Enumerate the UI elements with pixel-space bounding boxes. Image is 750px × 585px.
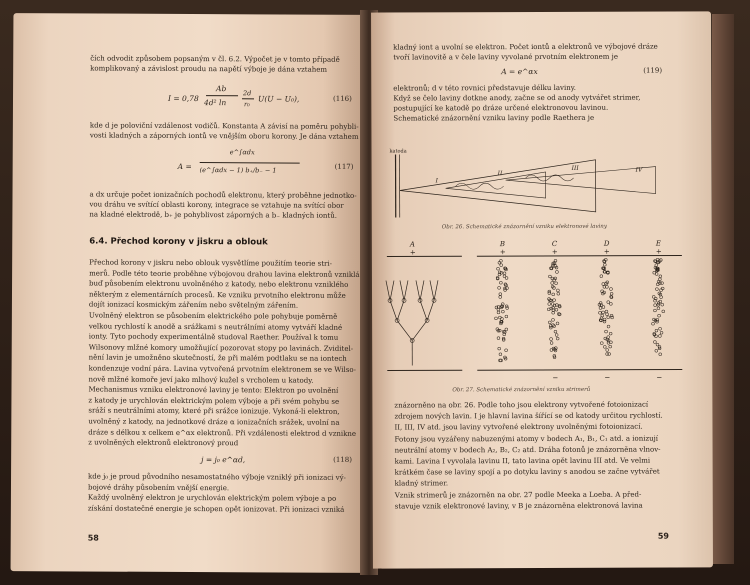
text-line: Každý uvolněný elektron je urychlován elektrickým polem výboje a po bbox=[87, 493, 337, 503]
ion-dot bbox=[506, 307, 509, 310]
avalanche-branch bbox=[412, 320, 427, 340]
equation-118: j = j₀ e^αd, bbox=[201, 455, 246, 465]
figure-26-avalanche-diagram bbox=[385, 141, 685, 222]
text-line: na kladné elektrodě, b₊ je pohyblivost záporných a b₋ kladných iontů. bbox=[89, 210, 338, 220]
ion-dot bbox=[610, 292, 613, 295]
text-line: z uvolněných elektronů elektronový proud bbox=[88, 438, 239, 448]
ion-dot bbox=[660, 296, 663, 299]
cathode-label: katoda bbox=[389, 148, 407, 155]
text-line: Přechod korony v jiskru nebo oblouk vysvětlíme použitím teorie stri- bbox=[89, 258, 333, 268]
text-line: velkou rychlostí k anodě a srážkami s neutrálními atomy vytváří kladné bbox=[88, 322, 343, 332]
ion-dot bbox=[555, 282, 558, 285]
photon-path bbox=[456, 183, 504, 189]
panel-label: A bbox=[409, 240, 415, 249]
text-line: stavuje vznik elektronové laviny, v B je znázorněna elektronová lavina bbox=[394, 501, 643, 511]
text-line: tvoří lavinovitě a v čele laviny vyvolané prvotním elektronem je bbox=[393, 52, 618, 62]
text-line: elektronů; d v této rovnici představuje délku laviny. bbox=[393, 83, 577, 93]
ion-dot bbox=[505, 315, 508, 318]
ion-dot bbox=[548, 303, 551, 306]
avalanche-branch bbox=[400, 280, 404, 300]
ion-dot bbox=[660, 289, 663, 292]
text-line: vosti kladných a záporných iontů ve vnějším oboru korony. Je dána vztahem bbox=[89, 131, 359, 141]
section-heading: 6.4. Přechod korony v jiskru a oblouk bbox=[89, 236, 268, 248]
ion-dot bbox=[555, 308, 558, 311]
equation-117 bbox=[178, 146, 358, 187]
ion-dot bbox=[548, 321, 551, 324]
ion-dot bbox=[499, 281, 502, 284]
text-line: dojít ionizací kosmickým zářením nebo světelným zářením. bbox=[88, 300, 299, 310]
book-edge bbox=[712, 14, 734, 564]
text-line: některým z elementárních procesů. Ke vzniku prvotního elektronu může bbox=[88, 290, 346, 300]
anode-sign: + bbox=[409, 248, 416, 257]
ion-dot bbox=[505, 349, 508, 352]
text-line: neutrální atomy v bodech A₂, B₂, C₂ atd. Dráha fotonů je znázorněna vlnov- bbox=[394, 445, 661, 455]
ion-dot bbox=[501, 310, 504, 313]
text-line: ionty. Tyto pochody experimentálně studoval Raether. Používal k tomu bbox=[88, 332, 339, 342]
text-line: kladný strimer. bbox=[394, 479, 449, 488]
ion-dot bbox=[553, 299, 556, 302]
text-line: buď působením elektronu uvolněného z katody, nebo elektronu vzniklého bbox=[89, 279, 349, 290]
ion-dot bbox=[607, 316, 610, 319]
ion-dot bbox=[558, 313, 561, 316]
text-line: Uvolněný elektron se působením elektrického pole pohybuje poměrně bbox=[88, 311, 338, 321]
ion-dot bbox=[602, 283, 605, 286]
cathode-sign: − bbox=[552, 373, 559, 382]
ion-dot bbox=[495, 317, 498, 320]
ion-dot bbox=[602, 306, 605, 309]
avalanche-branch bbox=[420, 300, 427, 320]
avalanche-cone bbox=[446, 172, 546, 198]
ion-dot bbox=[557, 292, 560, 295]
equation-number: (116) bbox=[332, 94, 352, 103]
ion-dot bbox=[658, 314, 661, 317]
ion-dot bbox=[498, 347, 501, 350]
text-line: kde j₀ je proud původního nesamostatného výboje vzniklý při ionizaci vý- bbox=[88, 472, 346, 482]
equation-number: (117) bbox=[334, 162, 354, 171]
ion-dot bbox=[503, 275, 506, 278]
page-number: 58 bbox=[87, 533, 99, 543]
avalanche-branch bbox=[416, 280, 420, 300]
ion-dot bbox=[599, 311, 602, 314]
ion-dot bbox=[602, 311, 605, 314]
ion-dot bbox=[556, 337, 559, 340]
eq-numerator: e^∫αdx bbox=[229, 148, 255, 157]
equation-119: A = e^αx bbox=[501, 67, 538, 77]
text-line: uvolněný z katody, na jednotkové dráze α ionizačních srážek, uvolní na bbox=[88, 417, 340, 427]
cathode-sign: − bbox=[656, 373, 663, 382]
ion-dot bbox=[498, 316, 501, 319]
ion-dot bbox=[653, 271, 656, 274]
ion-dot bbox=[661, 287, 664, 290]
ion-dot bbox=[499, 259, 502, 262]
anode-sign: + bbox=[655, 247, 662, 256]
text-line: Vznik strimerů je znázorněn na obr. 27 podle Meeka a Loeba. A před- bbox=[394, 490, 642, 500]
ion-dot bbox=[554, 330, 557, 333]
ion-dot bbox=[497, 311, 500, 314]
equation-number: (119) bbox=[643, 66, 663, 75]
ion-dot bbox=[608, 353, 611, 356]
ion-dot bbox=[605, 310, 608, 313]
text-line: získání dostatečné energie je schopen opět ionizovat. Při ionizaci vzniká bbox=[87, 504, 345, 514]
ion-dot bbox=[505, 305, 508, 308]
ion-dot bbox=[549, 275, 552, 278]
eq-numerator: Ab bbox=[216, 84, 227, 94]
ion-dot bbox=[603, 345, 606, 348]
panel-label: E bbox=[655, 239, 661, 248]
ion-dot bbox=[603, 320, 606, 323]
text-line: dráze s délkou x celkem e^αx elektronů. Při vzdálenosti elektrod d vznikne bbox=[88, 428, 357, 438]
avalanche-cone bbox=[400, 160, 596, 213]
text-line: komplikovaný a závislost proudu na napětí výboje je dána vztahem bbox=[90, 64, 328, 74]
text-line: II, III, IV atd. jsou laviny vytvořené elektrony uvolněnými fotoionizací. bbox=[394, 423, 643, 432]
ion-dot bbox=[499, 293, 502, 296]
text-line: Když se čelo laviny dotkne anody, začne se od anody vytvářet strimer, bbox=[393, 93, 641, 103]
ion-dot bbox=[660, 331, 663, 334]
avalanche-label: IV bbox=[635, 166, 643, 174]
avalanche-label: II bbox=[497, 170, 503, 178]
ion-dot bbox=[599, 307, 602, 310]
text-line: znázorněno na obr. 26. Podle toho jsou elektrony vytvořené fotoionizací bbox=[394, 400, 649, 410]
ion-dot bbox=[503, 272, 506, 275]
ion-dot bbox=[552, 293, 555, 296]
ion-dot bbox=[550, 338, 553, 341]
page-number: 59 bbox=[657, 531, 670, 541]
anode-sign: + bbox=[499, 248, 506, 257]
ion-dot bbox=[652, 322, 655, 325]
text-line: kami. Lavina I vyvolala lavinu II, tato lavina opět lavinu III atd. Ve velmi bbox=[394, 456, 651, 466]
eq-lhs: I = 0,78 bbox=[167, 93, 199, 104]
text-line: postupující ke katodě po dráze určené elektronovou lavinou. bbox=[393, 103, 609, 113]
ion-dot bbox=[499, 353, 502, 356]
ion-dot bbox=[549, 326, 552, 329]
ion-dot bbox=[656, 343, 659, 346]
ion-dot bbox=[655, 329, 658, 332]
ion-dot bbox=[556, 271, 559, 274]
text-line: krátkém čase se laviny spojí a po dotyku laviny s anodou se začne vytvářet bbox=[394, 467, 660, 477]
text-line: nově mlžné komoře jeví jako mlhový kužel s vrcholem u katody. bbox=[88, 375, 314, 385]
ion-dot bbox=[611, 316, 614, 319]
avalanche-branch bbox=[427, 300, 434, 320]
anode-line bbox=[477, 256, 682, 257]
eq-rhs: U(U − U₀), bbox=[257, 94, 300, 104]
ion-dot bbox=[556, 322, 559, 325]
ion-dot bbox=[606, 313, 609, 316]
panel-label: B bbox=[499, 240, 506, 249]
ion-dot bbox=[505, 328, 508, 331]
fraction-bar bbox=[242, 98, 254, 99]
ion-dot bbox=[653, 341, 656, 344]
ion-dot bbox=[610, 314, 613, 317]
ion-dot bbox=[600, 275, 603, 278]
ion-dot bbox=[655, 288, 658, 291]
ion-dot bbox=[498, 261, 501, 264]
ion-dot bbox=[659, 327, 662, 330]
text-line: sráží s neutrálními atomy, které při srážce ionizuje. Vykoná-li elektron, bbox=[88, 406, 340, 417]
figure-27-streamer-diagram bbox=[382, 239, 703, 385]
eq-denominator: (e^∫αdx − 1) b₊/b₋ − 1 bbox=[199, 166, 277, 175]
left-page bbox=[11, 13, 366, 573]
ion-dot bbox=[607, 301, 610, 304]
ion-dot bbox=[659, 353, 662, 356]
avalanche-branch bbox=[434, 280, 438, 300]
text-line: Mechanismus vzniku elektronové laviny je tento: Elektron po uvolnění bbox=[88, 385, 339, 395]
panel-label: D bbox=[603, 239, 610, 248]
eq-denominator: r₀ bbox=[243, 100, 250, 109]
text-line: kondenzuje vodní pára. Lavina vytvořená prvotním elektronem se ve Wilso- bbox=[88, 364, 356, 374]
ion-dot bbox=[555, 334, 558, 337]
right-page bbox=[371, 11, 713, 568]
ion-dot bbox=[609, 345, 612, 348]
ion-dot bbox=[609, 332, 612, 335]
text-line: nění lavin je umožněno skutečností, že při malém podtlaku se na iontech bbox=[88, 353, 347, 364]
text-line: kde d je poloviční vzdálenost vodičů. Konstanta A závisí na poměru pohybli- bbox=[89, 121, 359, 131]
ion-dot bbox=[657, 307, 660, 310]
eq-numerator: 2d bbox=[243, 89, 252, 98]
text-line: bojové dráhy působením vnější energie. bbox=[87, 483, 230, 492]
cathode-line bbox=[477, 370, 682, 371]
avalanche-branch bbox=[420, 280, 424, 300]
ion-dot bbox=[654, 304, 657, 307]
ion-dot bbox=[551, 282, 554, 285]
fraction-bar bbox=[200, 162, 300, 164]
text-line: vou dráhu ve svítící oblasti korony, integrace se vztahuje na svítící obor bbox=[89, 200, 344, 210]
text-line: Schematické znázornění vzniku laviny podle Raethera je bbox=[393, 113, 595, 123]
text-line: z katody je urychlován elektrickým polem výboje a při svém pohybu se bbox=[88, 396, 340, 406]
ion-dot bbox=[658, 335, 661, 338]
eq-lhs: A = bbox=[177, 161, 192, 172]
avalanche-label: III bbox=[571, 164, 579, 172]
figure-caption: Obr. 27. Schematické znázornění vzniku strimerů bbox=[452, 386, 591, 394]
avalanche-branch bbox=[397, 320, 412, 340]
ion-dot bbox=[609, 302, 612, 305]
text-line: Fotony jsou vyzářeny nabuzenými atomy v bodech A₁, B₁, C₁ atd. a ionizují bbox=[394, 434, 659, 444]
anode-sign: + bbox=[551, 247, 558, 256]
figure-caption: Obr. 26. Schematické znázornění vzniku elektronové laviny bbox=[441, 223, 607, 231]
avalanche-branch bbox=[430, 280, 434, 300]
text-line: čích odvodit způsobem popsaným v čl. 6.2. Výpočet je v tomto případě bbox=[90, 54, 340, 64]
cathode-sign: − bbox=[604, 373, 611, 382]
ion-dot bbox=[499, 296, 502, 299]
avalanche-branch bbox=[390, 281, 394, 301]
ion-dot bbox=[550, 349, 553, 352]
ion-dot bbox=[610, 288, 613, 291]
text-line: Wilsonovy mlžné komory umožňující pozorovat stopy po lavinách. Zviditel- bbox=[88, 343, 354, 353]
text-line: merů. Podle této teorie proběhne výbojovou drahou lavina elektronů vzniklá bbox=[89, 269, 360, 279]
equation-number: (118) bbox=[333, 455, 352, 464]
ion-dot bbox=[662, 310, 665, 313]
ion-dot bbox=[600, 342, 603, 345]
eq-denominator: 4d² ln bbox=[203, 98, 227, 108]
ion-dot bbox=[654, 309, 657, 312]
ion-dot bbox=[605, 330, 608, 333]
avalanche-branch bbox=[397, 300, 404, 320]
ion-dot bbox=[655, 349, 658, 352]
ion-dot bbox=[606, 349, 609, 352]
ion-dot bbox=[497, 337, 500, 340]
ion-dot bbox=[656, 283, 659, 286]
avalanche-label: I bbox=[435, 177, 439, 185]
panel-label: C bbox=[551, 239, 558, 248]
text-line: zdrojem nových lavin. I je hlavní lavina šířící se od katody určitou rychlostí. bbox=[394, 411, 663, 421]
fraction-bar bbox=[206, 95, 238, 96]
ion-dot bbox=[552, 318, 555, 321]
ion-dot bbox=[603, 263, 606, 266]
ion-dot bbox=[497, 267, 500, 270]
ion-dot bbox=[500, 318, 503, 321]
ion-dot bbox=[495, 306, 498, 309]
ion-dot bbox=[661, 303, 664, 306]
avalanche-branch bbox=[404, 280, 408, 300]
avalanche-branch bbox=[390, 301, 397, 321]
avalanche-branch bbox=[386, 281, 390, 301]
ion-dot bbox=[550, 342, 553, 345]
ion-dot bbox=[607, 325, 610, 328]
ion-dot bbox=[659, 275, 662, 278]
anode-sign: + bbox=[603, 247, 610, 256]
ion-dot bbox=[498, 286, 501, 289]
text-line: a dx určuje počet ionizačních pochodů elektronu, který proběhne jednotko- bbox=[89, 190, 357, 200]
text-line: kladný iont a uvolní se elektron. Počet iontů a elektronů ve výbojové dráze bbox=[393, 42, 658, 52]
ion-dot bbox=[556, 289, 559, 292]
ion-dot bbox=[652, 296, 655, 299]
